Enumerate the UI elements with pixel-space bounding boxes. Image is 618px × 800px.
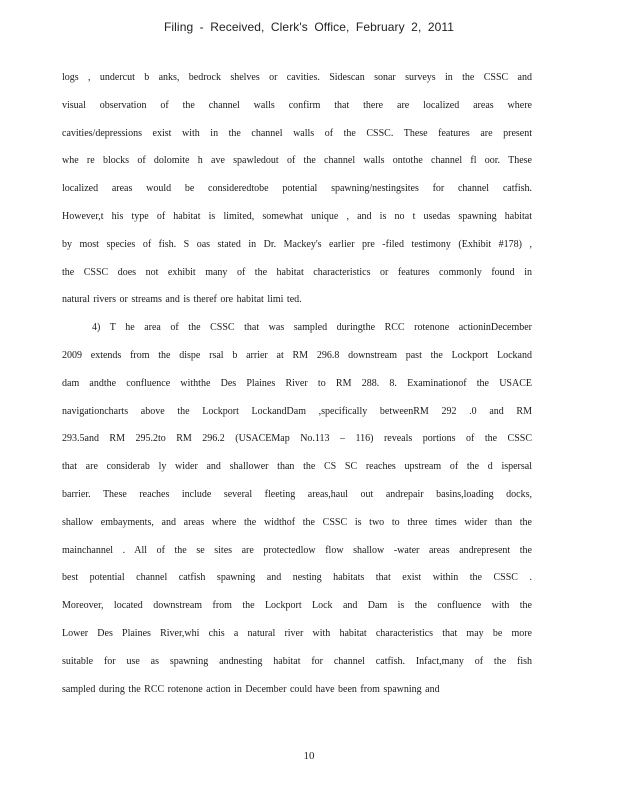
text-line: 293.5and RM 295.2to RM 296.2 (USACEMap No.113 – 116) reveals portions of the CSSC: [62, 433, 532, 445]
text-line: Lower Des Plaines River,whi chis a natural river with habitat characteristics that may be more: [62, 627, 532, 639]
text-line: shallow embayments, and areas where the widthof the CSSC is two to three times wider than the: [62, 516, 532, 528]
text-line: cavities/depressions exist with in the channel walls of the CSSC. These features are present: [62, 127, 532, 139]
text-line: localized areas would be consideredtobe potential spawning/nestingsites for channel catfish.: [62, 183, 532, 195]
text-line: whe re blocks of dolomite h ave spawledout of the channel walls ontothe channel fl oor. These: [62, 155, 532, 167]
text-line: logs , undercut b anks, bedrock shelves or cavities. Sidescan sonar surveys in the CSSC and: [62, 72, 532, 83]
paragraph-sampled-area: [62, 322, 532, 711]
text-line: by most species of fish. S oas stated in Dr. Mackey's earlier pre -filed testimony (Exhibit #178) ,: [62, 238, 532, 250]
text-line: Moreover, located downstream from the Lockport Lock and Dam is the confluence with the: [62, 600, 532, 612]
text-line: 2009 extends from the dispe rsal b arrier at RM 296.8 downstream past the Lockport Lockand: [62, 349, 532, 361]
text-line: sampled during the RCC rotenone action in December could have been from spawning and: [62, 683, 440, 695]
text-line: the CSSC does not exhibit many of the habitat characteristics or features commonly found in: [62, 266, 532, 278]
paragraph-habitat-features: [62, 72, 532, 322]
text-line: mainchannel . All of the se sites are protectedlow flow shallow -water areas andrepresent the: [62, 544, 532, 556]
text-line: natural rivers or streams and is theref ore habitat limi ted.: [62, 294, 302, 306]
text-line: visual observation of the channel walls confirm that there are localized areas where: [62, 99, 532, 111]
text-line: suitable for use as spawning andnesting habitat for channel catfish. Infact,many of the fish: [62, 655, 532, 667]
text-line: that are considerab ly wider and shallower than the CS SC reaches upstream of the d ispersal: [62, 461, 532, 473]
text-line: 4) T he area of the CSSC that was sampled duringthe RCC rotenone actioninDecember: [92, 322, 532, 334]
text-line: navigationcharts above the Lockport LockandDam ,specifically betweenRM 292 .0 and RM: [62, 405, 532, 417]
filing-header: Filing - Received, Clerk's Office, February 2, 2011: [163, 20, 455, 34]
text-line: dam andthe confluence withthe Des Plaines River to RM 288. 8. Examinationof the USACE: [62, 377, 532, 389]
document-body: [62, 72, 532, 711]
text-line: However,t his type of habitat is limited, somewhat unique , and is no t usedas spawning habitat: [62, 210, 532, 222]
page-number: 10: [303, 750, 315, 762]
text-line: best potential channel catfish spawning and nesting habitats that exist within the CSSC .: [62, 572, 532, 584]
text-line: barrier. These reaches include several fleeting areas,haul out andrepair basins,loading docks,: [62, 488, 532, 500]
